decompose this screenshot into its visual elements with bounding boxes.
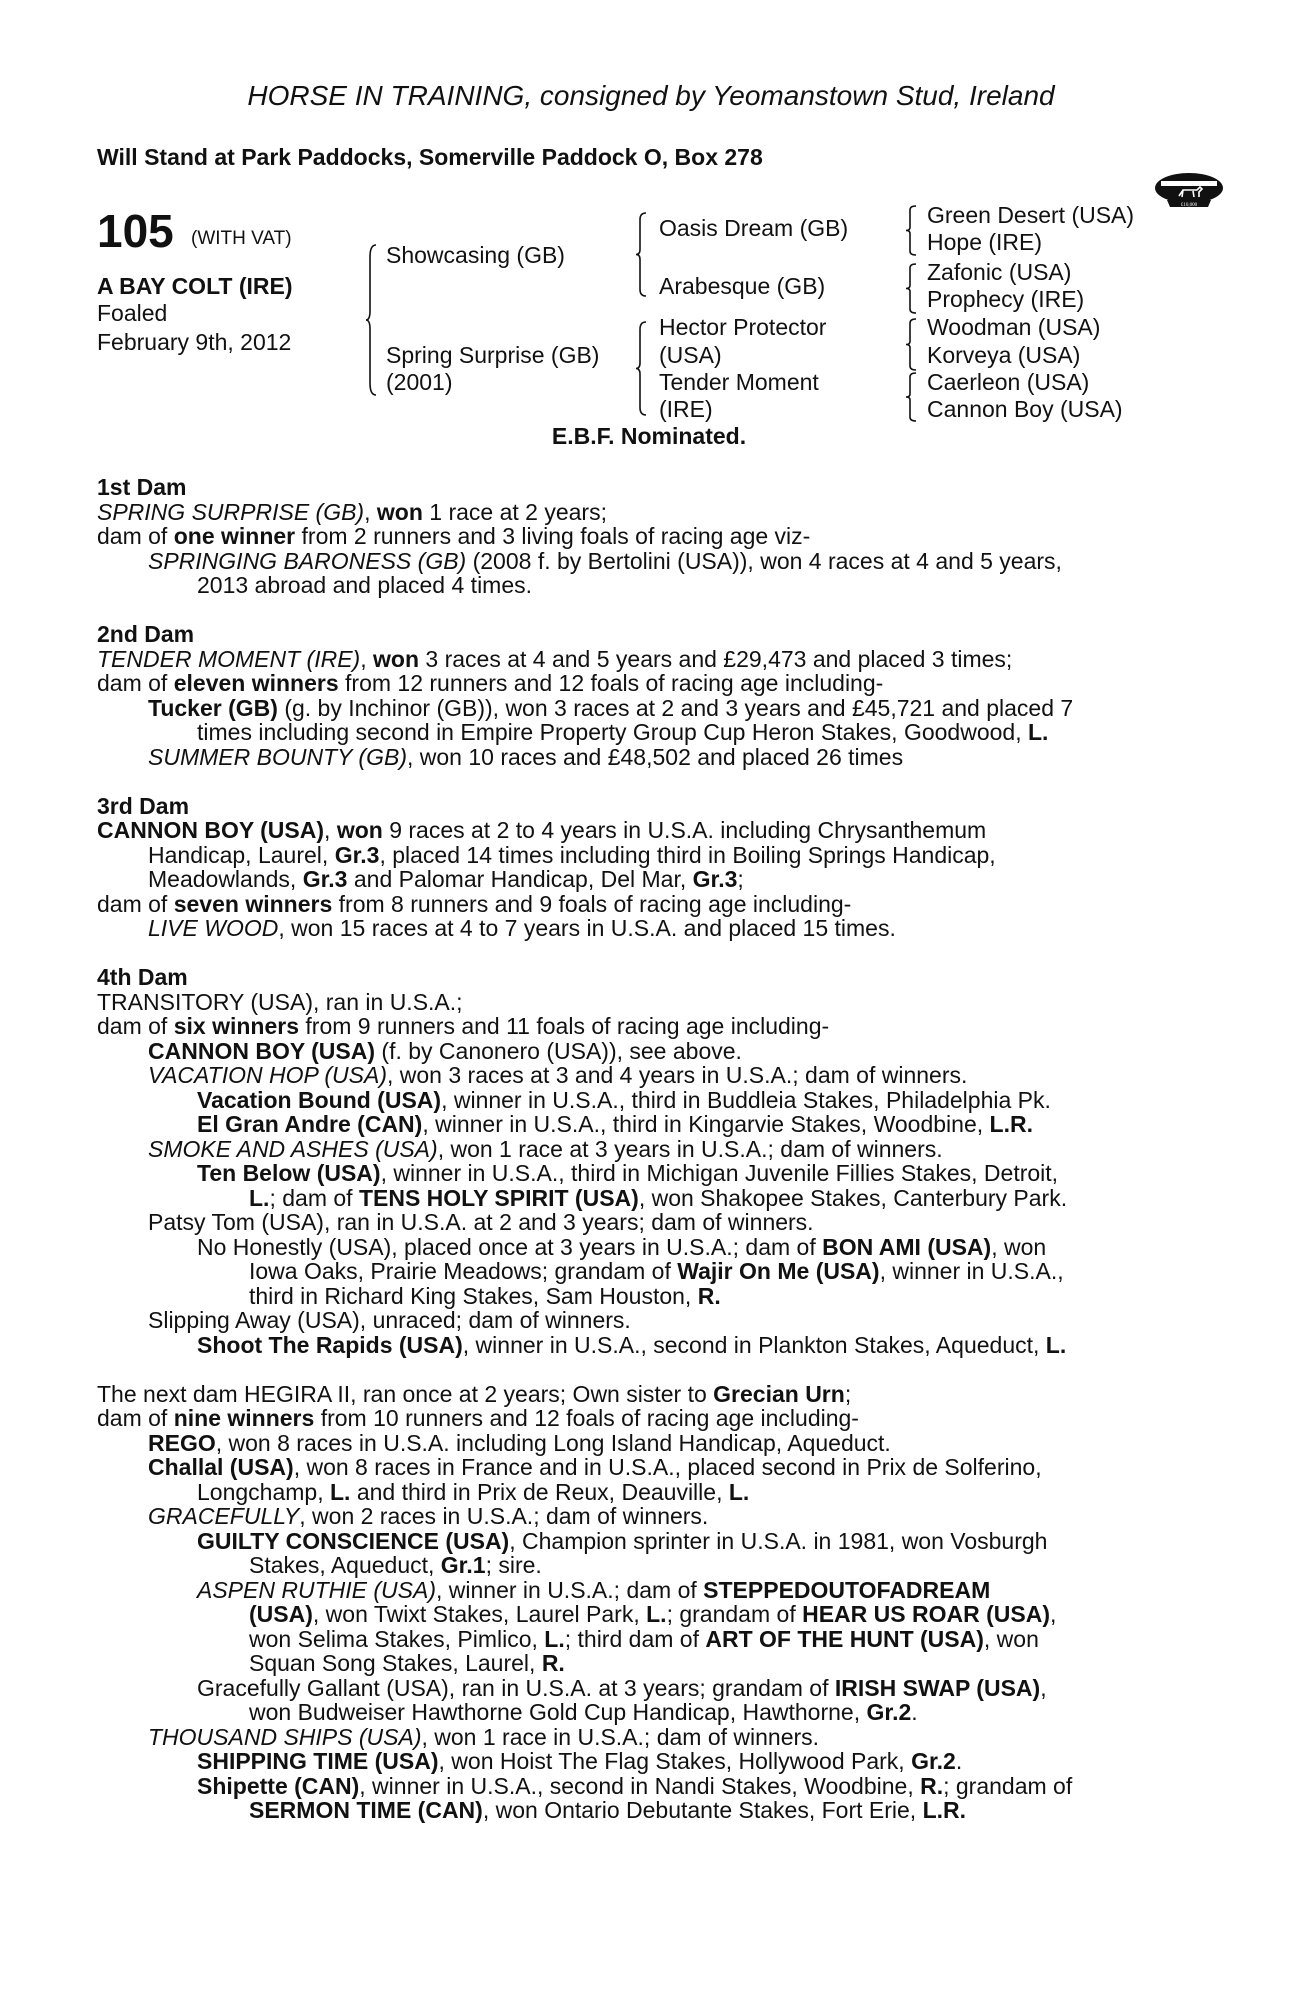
bold-text: L. [728,1478,750,1505]
text: , won Twixt Stakes, Laurel Park, [312,1601,647,1627]
text: Patsy Tom (USA), ran in U.S.A. at 2 and 3 years; dam of winners. [148,1209,814,1235]
sire-dam: Arabesque (GB) [659,273,826,299]
record-line [97,622,1207,647]
text: , won 3 races at 3 and 4 years in U.S.A.; dam of winners. [386,1062,968,1088]
bold-text: SERMON TIME (CAN) [249,1797,483,1823]
record-line [97,1186,1207,1211]
record-line [97,1284,1207,1309]
bold-text: Gr.2 [911,1748,956,1774]
record-line [97,1578,1207,1603]
bold-text: Gr.1 [440,1552,486,1578]
vat-note: (WITH VAT) [191,228,292,249]
italic-text: ASPEN RUTHIE (USA) [197,1576,436,1603]
bold-text: L. [249,1184,270,1211]
text: . [911,1699,918,1725]
bold-text: seven winners [173,890,333,917]
bold-text: L.R. [922,1797,967,1823]
gen3-ancestor: Hope (IRE) [927,229,1043,255]
gen3-ancestor: Korveya (USA) [927,342,1081,368]
bold-text: (USA) [249,1601,313,1627]
record-line [97,1725,1207,1750]
text: , won 1 race in U.S.A.; dam of winners. [421,1723,820,1750]
record-line [97,990,1207,1015]
text: from 2 runners and 3 living foals of racing age viz- [295,523,811,549]
text: , winner in U.S.A., second in Nandi Stakes, Woodbine, [359,1772,921,1799]
record-line [97,1431,1207,1456]
record-line [97,818,1207,843]
bold-text: won [336,817,383,843]
text: , won [991,1233,1047,1260]
record-line [97,1235,1207,1260]
bold-text: Gr.3 [334,841,380,868]
text: Slipping Away (USA), unraced; dam of winners. [148,1307,631,1333]
record-line [97,1480,1207,1505]
text: dam of [97,1013,174,1039]
gen3-ancestor: Prophecy (IRE) [927,286,1085,312]
record-line [97,1039,1207,1064]
text: , won 10 races and £48,502 and placed 26 times [406,743,904,770]
bold-text: 3rd Dam [97,792,190,819]
text: , placed 14 times including third in Boiling Springs Handicap, [379,841,996,868]
record-line [97,867,1207,892]
record-line [97,1627,1207,1652]
stand-location: Will Stand at Park Paddocks, Somerville Paddock O, Box 278 [97,144,763,170]
bold-text: Gr.3 [692,866,738,892]
blank-line [97,1357,1207,1382]
record-line [97,794,1207,819]
bold-text: L. [646,1601,667,1627]
record-line [97,500,1207,525]
bold-text: Tucker (GB) [148,694,278,721]
text: dam of [97,1405,174,1431]
bold-text: Challal (USA) [148,1454,294,1480]
record-line [97,1798,1207,1823]
record-line [97,549,1207,574]
gen3-ancestor: Cannon Boy (USA) [927,396,1123,422]
text: Squan Song Stakes, Laurel, [249,1650,542,1676]
record-line [97,1014,1207,1039]
brace-icon [636,213,646,296]
bold-text: El Gran Andre (CAN) [197,1111,423,1137]
record-line [97,1088,1207,1113]
record-line [97,647,1207,672]
bold-text: TENS HOLY SPIRIT (USA) [358,1184,639,1211]
text: , won 8 races in U.S.A. including Long Island Handicap, Aqueduct. [215,1429,891,1456]
text: TRANSITORY (USA), ran in U.S.A.; [97,988,463,1015]
bold-text: L. [1045,1331,1067,1358]
record-line [97,1063,1207,1088]
text: , [324,817,337,843]
text: (2008 f. by Bertolini (USA)), won 4 races at 4 and 5 years, [466,547,1062,574]
text: won Selima Stakes, Pimlico, [249,1625,545,1652]
record-line [97,892,1207,917]
text: , Champion sprinter in U.S.A. in 1981, won Vosburgh [509,1527,1048,1554]
blank-line [97,769,1207,794]
bold-text: BON AMI (USA) [822,1233,992,1260]
record-line [97,1382,1207,1407]
gen3-ancestor: Woodman (USA) [927,314,1101,340]
bold-text: L. [329,1478,351,1505]
bold-text: 1st Dam [97,474,187,500]
dam-dam-country: (IRE) [659,396,713,422]
record-line [97,1529,1207,1554]
record-line [97,573,1207,598]
text: 3 races at 4 and 5 years and £29,473 and placed 3 times; [419,645,1013,672]
bold-text: 2nd Dam [97,621,195,647]
text: and Palomar Handicap, Del Mar, [347,866,693,892]
bold-text: R. [920,1772,944,1799]
record-line [97,1749,1207,1774]
text: ; grandam of [943,1772,1073,1799]
bold-text: won [373,645,419,672]
text: Longchamp, [197,1478,330,1505]
text: ; third dam of [564,1625,706,1652]
text: ; grandam of [666,1601,803,1627]
text: from 12 runners and 12 foals of racing age including- [338,670,884,696]
record-line [97,671,1207,696]
bold-text: 4th Dam [97,964,188,990]
text: . [955,1748,963,1774]
bold-text: L.R. [989,1111,1033,1137]
italic-text: GRACEFULLY [148,1503,300,1529]
brace-icon [906,373,916,421]
bold-text: Gr.2 [866,1699,912,1725]
blank-line [97,941,1207,966]
text: , [1040,1674,1047,1701]
text: from 8 runners and 9 foals of racing age including- [332,890,852,917]
dam-sire-country: (USA) [659,342,722,368]
page-title: HORSE IN TRAINING, consigned by Yeomanstown Stud, Ireland [247,80,1055,111]
text: , won [983,1625,1039,1652]
foaled-date: February 9th, 2012 [97,329,292,355]
italic-text: SMOKE AND ASHES (USA) [148,1135,438,1162]
record-line [97,965,1207,990]
bold-text: Ten Below (USA) [197,1160,381,1186]
gen3-ancestor: Caerleon (USA) [927,369,1090,395]
record-line [97,1210,1207,1235]
record-line [97,1333,1207,1358]
bold-text: Wajir On Me (USA) [677,1258,880,1284]
brace-icon [366,245,376,395]
yearling-bonus-logo [1153,172,1225,208]
italic-text: TENDER MOMENT (IRE) [97,645,361,672]
gen3-ancestor: Green Desert (USA) [927,202,1135,228]
bold-text: eleven winners [173,670,339,696]
text: No Honestly (USA), placed once at 3 years in U.S.A.; dam of [197,1233,823,1260]
bold-text: L. [544,1625,565,1652]
bold-text: CANNON BOY (USA) [97,817,325,843]
text: Iowa Oaks, Prairie Meadows; grandam of [249,1258,678,1284]
bold-text: won [376,498,423,525]
record-line [97,1137,1207,1162]
bold-text: SHIPPING TIME (USA) [197,1748,439,1774]
text: , won Ontario Debutante Stakes, Fort Erie, [482,1797,923,1823]
bold-text: REGO [148,1429,216,1456]
sire: Showcasing (GB) [386,242,565,268]
brace-icon [906,264,916,313]
dam-sire: Hector Protector [659,314,827,340]
lot-number: 105 [97,205,174,257]
record-line [97,720,1207,745]
text: and third in Prix de Reux, Deauville, [350,1478,729,1505]
text: (f. by Canonero (USA)), see above. [375,1037,742,1064]
bold-text: Shoot The Rapids (USA) [197,1331,463,1358]
lot-name: A BAY COLT (IRE) [97,273,293,299]
blank-line [97,598,1207,623]
dam: Spring Surprise (GB) [386,342,600,368]
record-line [97,745,1207,770]
text: , [1050,1601,1057,1627]
text: 2013 abroad and placed 4 times. [197,572,533,598]
foaled-label: Foaled [97,300,168,326]
record-line [97,916,1207,941]
bold-text: one winner [173,523,296,549]
bold-text: R. [541,1650,565,1676]
svg-text:£10,000: £10,000 [1180,203,1198,208]
bold-text: ART OF THE HUNT (USA) [705,1625,984,1652]
bold-text: IRISH SWAP (USA) [834,1674,1041,1701]
text: Meadowlands, [148,866,303,892]
dam-year: (2001) [386,369,453,395]
record-line [97,1504,1207,1529]
italic-text: VACATION HOP (USA) [148,1062,387,1088]
brace-icon [636,322,646,415]
record-line [97,1676,1207,1701]
text: , winner in U.S.A., second in Plankton Stakes, Aqueduct, [462,1331,1046,1358]
record-line [97,843,1207,868]
text: , [360,645,373,672]
text: times including second in Empire Property Group Cup Heron Stakes, Goodwood, [197,719,1028,745]
record-line [97,1602,1207,1627]
record-line [97,1774,1207,1799]
record-line [97,1161,1207,1186]
bold-text: nine winners [173,1405,315,1431]
text: , [364,498,377,525]
bold-text: Shipette (CAN) [197,1772,360,1799]
bold-text: Grecian Urn [713,1380,845,1407]
produce-record [97,475,1207,1823]
text: from 10 runners and 12 foals of racing age including- [314,1405,859,1431]
record-line [97,1455,1207,1480]
italic-text: SPRINGING BARONESS (GB) [148,547,467,574]
record-line [97,1112,1207,1137]
text: from 9 runners and 11 foals of racing age including- [299,1013,830,1039]
text: , won 15 races at 4 to 7 years in U.S.A. and placed 15 times. [278,915,896,941]
bold-text: GUILTY CONSCIENCE (USA) [197,1527,510,1554]
text: , won 8 races in France and in U.S.A., placed second in Prix de Solferino, [293,1454,1042,1480]
record-line [97,696,1207,721]
italic-text: SPRING SURPRISE (GB) [97,498,365,525]
text: Stakes, Aqueduct, [249,1552,441,1578]
text: third in Richard King Stakes, Sam Houston, [249,1282,698,1309]
dam-dam: Tender Moment [659,369,819,395]
text: 1 race at 2 years; [422,498,607,525]
text: , winner in U.S.A., third in Kingarvie Stakes, Woodbine, [422,1111,990,1137]
text: , won 1 race at 3 years in U.S.A.; dam of winners. [437,1135,943,1162]
text: , won Hoist The Flag Stakes, Hollywood Park, [438,1748,912,1774]
record-line [97,1651,1207,1676]
bold-text: L. [1027,719,1049,745]
record-line [97,1308,1207,1333]
italic-text: LIVE WOOD [148,915,279,941]
bold-text: R. [697,1282,721,1309]
record-line [97,475,1207,500]
text: dam of [97,523,174,549]
bold-text: CANNON BOY (USA) [148,1037,376,1064]
text: , winner in U.S.A., [879,1258,1064,1284]
text: ; [844,1380,852,1407]
bold-text: STEPPEDOUTOFADREAM [703,1576,991,1603]
gen3-ancestor: Zafonic (USA) [927,259,1072,285]
record-line [97,524,1207,549]
brace-icon [906,319,916,370]
text: ; sire. [485,1552,542,1578]
text: Handicap, Laurel, [148,841,335,868]
text: ; dam of [269,1184,359,1211]
bold-text: Vacation Bound (USA) [197,1086,442,1113]
text: , winner in U.S.A., third in Michigan Juvenile Fillies Stakes, Detroit, [380,1160,1059,1186]
text: won Budweiser Hawthorne Gold Cup Handicap, Hawthorne, [249,1699,867,1725]
bold-text: HEAR US ROAR (USA) [802,1601,1050,1627]
sire-sire: Oasis Dream (GB) [659,215,849,241]
record-line [97,1553,1207,1578]
text: dam of [97,670,174,696]
text: ; [737,866,744,892]
text: Gracefully Gallant (USA), ran in U.S.A. at 3 years; grandam of [197,1674,835,1701]
italic-text: SUMMER BOUNTY (GB) [148,743,407,770]
text: , won 2 races in U.S.A.; dam of winners. [299,1503,709,1529]
record-line [97,1700,1207,1725]
bold-text: Gr.3 [302,866,348,892]
text: , winner in U.S.A.; dam of [435,1576,704,1603]
text: The next dam HEGIRA II, ran once at 2 years; Own sister to [97,1380,714,1407]
record-line [97,1406,1207,1431]
brace-icon [906,206,916,255]
text: (g. by Inchinor (GB)), won 3 races at 2 and 3 years and £45,721 and placed 7 [277,694,1074,721]
italic-text: THOUSAND SHIPS (USA) [148,1723,422,1750]
text: 9 races at 2 to 4 years in U.S.A. including Chrysanthemum [382,817,987,843]
text: , won Shakopee Stakes, Canterbury Park. [638,1184,1068,1211]
bold-text: six winners [173,1013,299,1039]
text: , winner in U.S.A., third in Buddleia Stakes, Philadelphia Pk. [441,1086,1051,1113]
ebf-note: E.B.F. Nominated. [551,423,747,449]
text: dam of [97,890,174,917]
record-line [97,1259,1207,1284]
